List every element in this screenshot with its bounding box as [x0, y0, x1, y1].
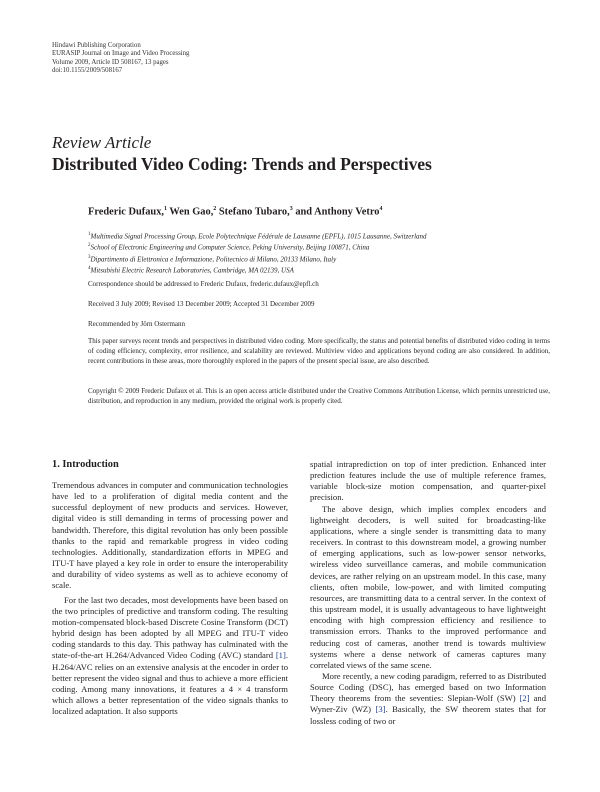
affiliation-list	[88, 230, 427, 275]
intro-paragraph	[52, 595, 288, 718]
author-name: Frederic Dufaux,	[88, 206, 164, 218]
citation-link[interactable]: [2]	[519, 693, 530, 704]
body-paragraph: spatial intraprediction on top of inter prediction. Enhanced inter prediction features include the use of multiple reference frames, variable block-size motion compensation, and quarter-pixel precision.	[310, 459, 546, 503]
author-list	[88, 206, 382, 217]
paragraph-text: and Wyner-Ziv (WZ)	[310, 693, 546, 715]
correspondence-note: Correspondence should be addressed to Frederic Dufaux, frederic.dufaux@epfl.ch	[88, 280, 319, 288]
author-name: Wen Gao,	[167, 206, 214, 218]
body-paragraph: The above design, which implies complex encoders and lightweight decoders, is well suited for broadcasting-like applications, where a single sender is transmitting data to many receivers. In contrast to this downstream model, a growing number of emerging applications, such as low-power sensor networks, wireless video surveillance cameras, and mobile communication devices, are rather relying on an upstream model. In this case, many clients, often mobile, low-power, and with limited computing resources, are transmitting data to a central server. In the context of this upstream model, it is usually advantageous to have lightweight encoding with high compression efficiency and resilience to transmission errors. Thanks to the improved performance and reducing cost of cameras, another trend is towards multiview systems where a dense network of cameras captures many correlated views of the same scene.	[310, 503, 546, 670]
journal-header	[52, 42, 189, 76]
affiliation	[88, 264, 427, 275]
affiliation	[88, 241, 427, 252]
author-affil-mark: 3	[289, 206, 293, 212]
copyright-notice: Copyright © 2009 Frederic Dufaux et al. This is an open access article distributed under the Creative Commons Attribution License, which permits unrestricted use, distribution, and reproduction in any medium, provided the original work is properly cited.	[88, 387, 550, 406]
article-type: Review Article	[52, 133, 152, 152]
affiliation	[88, 230, 427, 241]
author-name: Stefano Tubaro,	[216, 206, 290, 218]
affiliation-text: School of Electronic Engineering and Computer Science, Peking University, Beijing 100871, China	[90, 243, 370, 252]
paper-title: Distributed Video Coding: Trends and Perspectives	[52, 154, 432, 174]
affiliation-text: Dipartimento di Elettronica e Informazione, Politecnico di Milano, 20133 Milano, Italy	[90, 254, 337, 263]
author-affil-mark: 1	[164, 206, 167, 212]
publisher-line: Hindawi Publishing Corporation	[52, 42, 141, 49]
citation-link[interactable]: [1]	[275, 650, 286, 661]
received-dates: Received 3 July 2009; Revised 13 December 2009; Accepted 31 December 2009	[88, 300, 315, 308]
recommended-by: Recommended by Jörn Ostermann	[88, 320, 186, 328]
affiliation-mark: 2	[88, 243, 91, 249]
journal-line: EURASIP Journal on Image and Video Processing	[52, 50, 190, 58]
paragraph-text: For the last two decades, most developments have been based on the two principles of predictive and transform coding. The resulting motion-compensated block-based Discrete Cosine Transform (DCT) hybrid design has been adopted by all MPEG and ITU-T video coding standards to this day. This pathway has culminated with the state-of-the-art H.264/Advanced Video Coding (AVC) standard	[52, 594, 288, 661]
affiliation	[88, 253, 427, 264]
intro-paragraph: Tremendous advances in computer and communication technologies have led to a proliferation of digital media content and the successful deployment of new products and services. However, digital video is still demanding in terms of processing power and bandwidth. Therefore, this digital revolution has only been possible thanks to the rapid and remarkable progress in video coding technologies. Additionally, standardization efforts in MPEG and ITU-T have played a key role in order to ensure the interoperability and durability of video systems as well as to achieve economy of scale.	[52, 480, 288, 591]
author-affil-mark: 2	[213, 206, 217, 212]
volume-line: Volume 2009, Article ID 508167, 13 pages	[52, 58, 169, 66]
doi-line: doi:10.1155/2009/508167	[52, 67, 123, 75]
right-column	[310, 459, 546, 727]
paragraph-text: . Basically, the SW theorem states that for lossless coding of two or	[310, 704, 546, 726]
affiliation-text: Multimedia Signal Processing Group, Ecole Polytechnique Fédérale de Lausanne (EPFL), 1015 Lausanne, Switzerland	[90, 232, 427, 241]
author-affil-mark: 4	[379, 206, 383, 212]
affiliation-mark: 1	[88, 232, 91, 237]
author-name: and Anthony Vetro	[292, 206, 380, 218]
left-column	[52, 480, 288, 717]
citation-link[interactable]: [3]	[375, 704, 386, 715]
section-heading-introduction: 1. Introduction	[52, 459, 119, 470]
affiliation-mark: 3	[88, 254, 91, 260]
affiliation-text: Mitsubishi Electric Research Laboratories, Cambridge, MA 02139, USA	[90, 266, 294, 275]
body-paragraph	[310, 671, 546, 727]
paragraph-text: More recently, a new coding paradigm, referred to as Distributed Source Coding (DSC), has emerged based on two Information Theory theorems from the seventies: Slepian-Wolf (SW)	[310, 670, 546, 704]
affiliation-mark: 4	[88, 265, 91, 271]
paragraph-text: . H.264/AVC relies on an extensive analysis at the encoder in order to better represent the video signal and thus to achieve a more efficient coding. Among many innovations, it features a 4 × 4 transform which allows a better representation of the video signals thanks to localized adaptation. It also supports	[52, 650, 288, 717]
abstract: This paper surveys recent trends and perspectives in distributed video coding. More specifically, the status and potential benefits of distributed video coding in terms of coding efficiency, complexity, error resilience, and scalability are reviewed. Multiview video and applications beyond coding are also considered. In addition, recent contributions in these areas, more thoroughly explored in the papers of the present special issue, are also described.	[88, 337, 550, 366]
